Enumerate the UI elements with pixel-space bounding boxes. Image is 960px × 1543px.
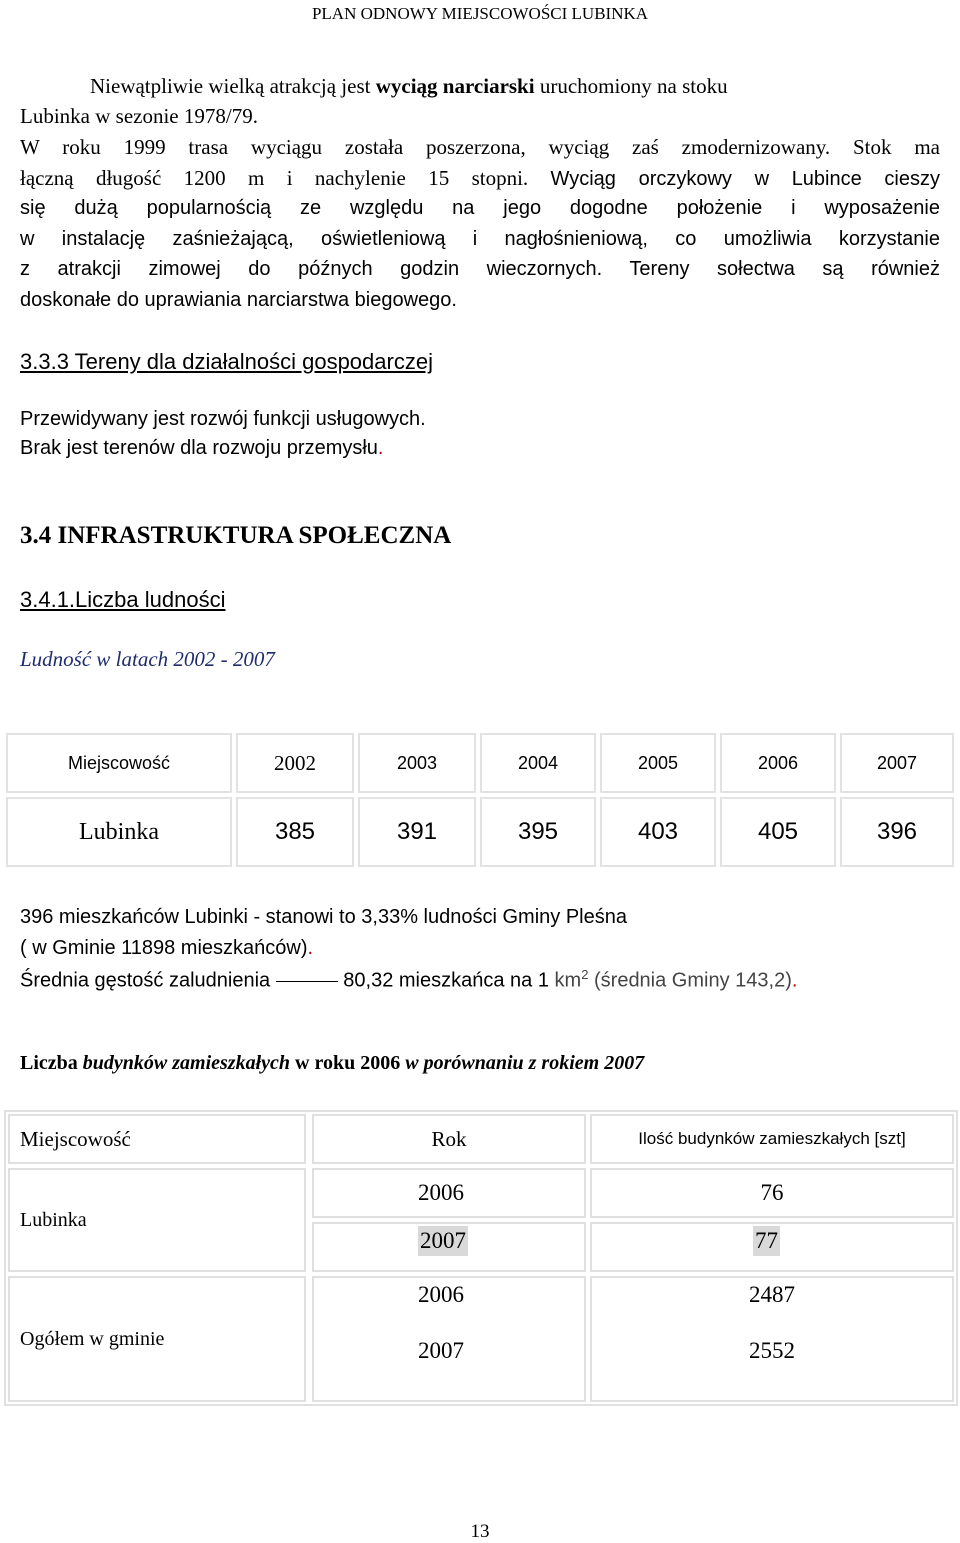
- table-header-cell: 2002: [236, 733, 354, 793]
- text: Liczba: [20, 1052, 83, 1074]
- table-cell-value: 77: [753, 1226, 780, 1256]
- intro-line-3: W roku 1999 trasa wyciągu została poszerzona, wyciąg zaś zmodernizowany. Stok ma: [20, 135, 940, 159]
- intro-line-8: doskonałe do uprawiania narciarstwa biegowego.: [20, 289, 457, 311]
- table-header-cell: Miejscowość: [6, 733, 232, 793]
- section-heading-34: 3.4 INFRASTRUKTURA SPOŁECZNA: [20, 522, 452, 549]
- text: w porównaniu z rokiem 2007: [405, 1052, 645, 1074]
- population-note-3: [20, 967, 797, 993]
- table-header-cell: 2006: [720, 733, 836, 793]
- table-cell: 405: [720, 797, 836, 867]
- table-header-cell: Miejscowość: [20, 1126, 131, 1151]
- population-note-1: 396 mieszkańców Lubinki - stanowi to 3,33% ludności Gminy Pleśna: [20, 906, 627, 928]
- text: Średnia gęstość zaludnienia: [20, 969, 276, 992]
- text: w roku 2006: [290, 1052, 406, 1074]
- text: .: [377, 437, 384, 459]
- table-header-cell: 2007: [840, 733, 954, 793]
- text: .: [307, 937, 314, 959]
- table-cell-value: 2552: [749, 1338, 795, 1363]
- population-note-2: [20, 937, 313, 960]
- section333-line-1: Przewidywany jest rozwój funkcji usługowych.: [20, 408, 426, 430]
- table-cell: 391: [358, 797, 476, 867]
- section333-line-2: [20, 437, 383, 460]
- text: .: [791, 969, 798, 992]
- table-cell-place: Ogółem w gminie: [20, 1327, 165, 1350]
- text: budynków zamieszkałych: [82, 1052, 291, 1074]
- intro-line-5: się dużą popularnością ze względu na jego dogodne położenie i wyposażenie: [20, 197, 940, 219]
- table-cell-year: 2006: [418, 1282, 464, 1307]
- table-header-cell: 2003: [358, 733, 476, 793]
- intro-line-7: z atrakcji zimowej do późnych godzin wieczornych. Tereny sołectwa są również: [20, 258, 940, 280]
- table-cell: 403: [600, 797, 716, 867]
- table-cell: 396: [840, 797, 954, 867]
- text: ( w Gminie 11898 mieszkańców): [20, 937, 308, 959]
- text: Niewątpliwie wielką atrakcją jest: [90, 74, 376, 98]
- text: uruchomiony na stoku: [534, 74, 728, 98]
- intro-line-2: Lubinka w sezonie 1978/79.: [20, 104, 258, 128]
- table-cell: 395: [480, 797, 596, 867]
- buildings-caption: [20, 1052, 644, 1075]
- emphasis-ski-lift: wyciąg narciarski: [375, 74, 535, 98]
- section-heading-341: 3.4.1.Liczba ludności: [20, 587, 226, 612]
- text: łączną długość 1200 m i nachylenie 15 stopni.: [20, 166, 551, 190]
- population-caption: Ludność w latach 2002 - 2007: [20, 647, 275, 671]
- table-cell: 385: [236, 797, 354, 867]
- table-cell-year: 2006: [418, 1180, 464, 1205]
- table-header-cell: Ilość budynków zamieszkałych [szt]: [638, 1129, 906, 1148]
- table-header-cell: Rok: [431, 1126, 467, 1151]
- text: (średnia Gminy 143,2): [588, 969, 792, 992]
- table-cell-place: Lubinka: [6, 797, 232, 867]
- superscript: 2: [581, 967, 589, 982]
- section-heading-333: 3.3.3 Tereny dla działalności gospodarczej: [20, 349, 433, 374]
- text: Wyciąg orczykowy w Lubince cieszy: [550, 168, 940, 190]
- text: 80,32 mieszkańca na 1: [337, 969, 555, 992]
- table-cell-value: 76: [760, 1180, 784, 1205]
- page-number: 13: [470, 1521, 490, 1542]
- intro-line-1: [90, 74, 728, 99]
- unit: km: [554, 969, 582, 992]
- table-cell-place: Lubinka: [20, 1208, 87, 1231]
- page-header: PLAN ODNOWY MIEJSCOWOŚCI LUBINKA: [311, 4, 649, 23]
- table-header-cell: 2005: [600, 733, 716, 793]
- dash: [276, 981, 338, 982]
- table-cell-year: 2007: [418, 1338, 464, 1363]
- table-cell-value: 2487: [749, 1282, 795, 1307]
- text: Brak jest terenów dla rozwoju przemysłu: [20, 437, 378, 459]
- table-cell-year: 2007: [418, 1226, 468, 1256]
- intro-line-4: [20, 166, 940, 191]
- table-header-cell: 2004: [480, 733, 596, 793]
- intro-line-6: w instalację zaśnieżającą, oświetleniową i nagłośnieniową, co umożliwia korzystanie: [20, 228, 940, 250]
